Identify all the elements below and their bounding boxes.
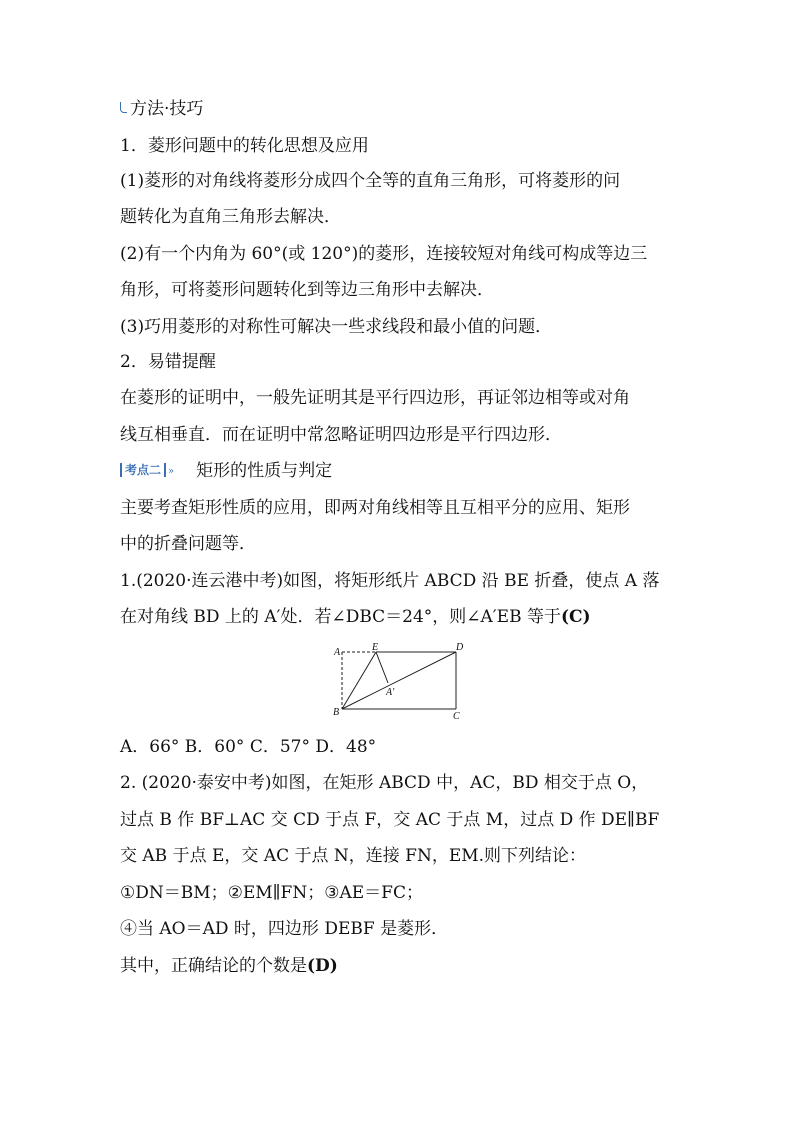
q2-line2: 过点 B 作 BF⊥AC 交 CD 于点 F，交 AC 于点 M，过点 D 作 DE∥BF bbox=[120, 810, 660, 830]
label-e: E bbox=[372, 642, 379, 653]
label-c: C bbox=[453, 711, 460, 721]
p2-line2: 线互相垂直．而在证明中常忽略证明四边形是平行四边形． bbox=[120, 425, 562, 445]
kaodian-heading bbox=[120, 460, 700, 483]
p2-title: 2．易错提醒 bbox=[120, 352, 216, 372]
q2-answer: (D) bbox=[307, 956, 338, 976]
q1-line1: 1.(2020·连云港中考)如图，将矩形纸片 ABCD 沿 BE 折叠，使点 A 落 bbox=[120, 571, 660, 591]
intro-line1: 主要考查矩形性质的应用，即两对角线相等且互相平分的应用、矩形 bbox=[120, 498, 630, 518]
q2-line5: ④当 AO＝AD 时，四边形 DEBF 是菱形． bbox=[120, 919, 449, 939]
intro-line2: 中的折叠问题等． bbox=[120, 534, 256, 554]
p1-item3: (3)巧用菱形的对称性可解决一些求线段和最小值的问题． bbox=[120, 317, 553, 337]
label-a-prime: A′ bbox=[386, 687, 395, 698]
section-header bbox=[120, 98, 700, 120]
p1-item1-line1: (1)菱形的对角线将菱形分成四个全等的直角三角形，可将菱形的问 bbox=[120, 171, 621, 191]
p1-item1-line2: 题转化为直角三角形去解决． bbox=[120, 207, 341, 227]
q2-line1: 2. (2020·泰安中考)如图，在矩形 ABCD 中，AC，BD 相交于点 O， bbox=[120, 773, 649, 793]
kaodian-tag: 考点二 bbox=[120, 463, 166, 477]
p1-item2-line1: (2)有一个内角为 60°(或 120°)的菱形，连接较短对角线可构成等边三 bbox=[120, 244, 648, 264]
q1-line2-text: 在对角线 BD 上的 A′处．若∠DBC＝24°，则∠A′EB 等于 bbox=[120, 607, 561, 627]
segment-ea-prime bbox=[376, 652, 388, 683]
label-b: B bbox=[333, 707, 340, 718]
rectangle-fold-figure bbox=[330, 641, 470, 721]
bookmark-icon bbox=[120, 102, 127, 113]
kaodian-title: 矩形的性质与判定 bbox=[196, 461, 333, 481]
q2-line4: ①DN＝BM；②EM∥FN；③AE＝FC； bbox=[120, 883, 423, 903]
p1-title: 1．菱形问题中的转化思想及应用 bbox=[120, 136, 369, 156]
q1-answer: (C) bbox=[560, 607, 591, 627]
label-a: A bbox=[334, 647, 341, 658]
section-header-text: 方法·技巧 bbox=[130, 99, 204, 119]
q2-line3: 交 AB 于点 E，交 AC 于点 N，连接 FN，EM.则下列结论： bbox=[120, 846, 587, 866]
q2-line6 bbox=[120, 955, 700, 977]
p2-line1: 在菱形的证明中，一般先证明其是平行四边形，再证邻边相等或对角 bbox=[120, 388, 630, 408]
q1-line2 bbox=[120, 606, 700, 628]
p1-item2-line2: 角形，可将菱形问题转化到等边三角形中去解决． bbox=[120, 280, 494, 300]
double-arrow-icon: » bbox=[168, 466, 175, 477]
label-d: D bbox=[456, 642, 464, 653]
q2-line6-text: 其中，正确结论的个数是 bbox=[120, 956, 307, 976]
q1-options: A．66° B．60° C．57° D．48° bbox=[120, 737, 377, 757]
